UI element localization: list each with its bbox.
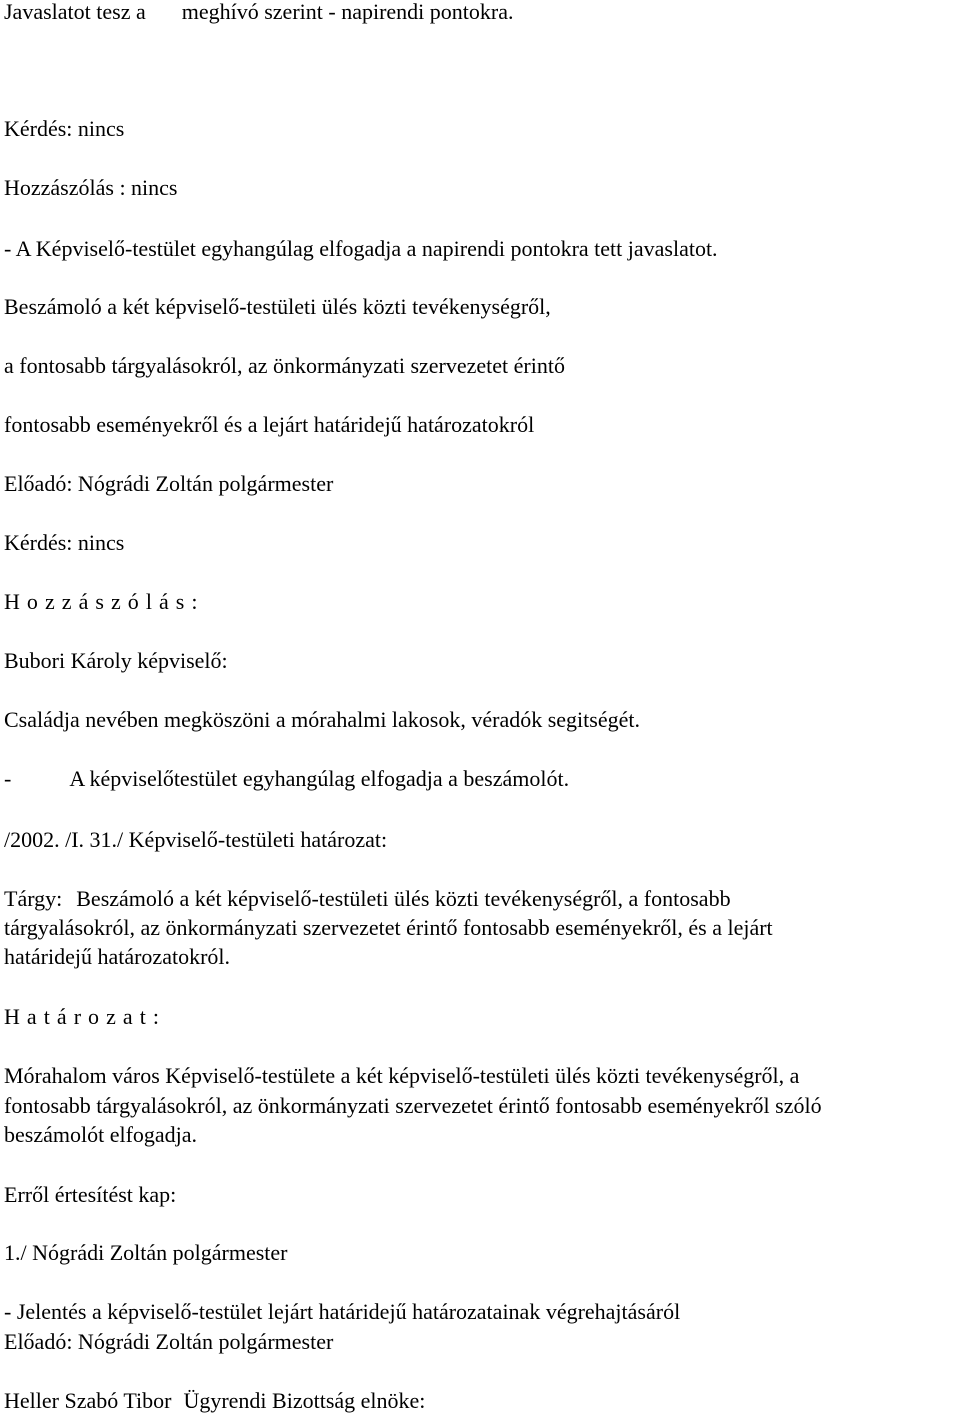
agenda-proposal-rest: meghívó szerint - napirendi pontokra.: [181, 0, 514, 24]
speaker-statement: Családja nevében megköszöni a mórahalmi lakosok, véradók segitségét.: [4, 707, 640, 732]
speaker-line: Bubori Károly képviselő:: [4, 648, 228, 673]
agenda-accepted-line: - A Képviselő-testület egyhangúlag elfogadja a napirendi pontokra tett javaslatot.: [4, 236, 718, 261]
resolution-text-line-2: fontosabb tárgyalásokról, az önkormányzati szervezetet érintő fontosabb eseményekről szóló: [4, 1093, 822, 1118]
agenda-proposal-line: [4, 0, 513, 27]
report-title-line-3: fontosabb eseményekről és a lejárt határidejű határozatokról: [4, 412, 535, 437]
list-dash: -: [4, 766, 12, 791]
question-line-1: Kérdés: nincs: [4, 116, 125, 141]
question-line-2: Kérdés: nincs: [4, 530, 125, 555]
notified-heading: Erről értesítést kap:: [4, 1182, 177, 1207]
presenter-line-2: Előadó: Nógrádi Zoltán polgármester: [4, 1329, 334, 1354]
agenda-proposal-lead: Javaslatot tesz a: [4, 0, 146, 24]
subject-line-3: határidejű határozatokról.: [4, 944, 231, 969]
subject-line-2: tárgyalásokról, az önkormányzati szervezetet érintő fontosabb eseményekről, és a lejárt: [4, 915, 773, 940]
report-title-line-1: Beszámoló a két képviselő-testületi ülés közti tevékenységről,: [4, 294, 551, 319]
presenter-line-1: Előadó: Nógrádi Zoltán polgármester: [4, 471, 334, 496]
committee-chair-title: Ügyrendi Bizottság elnöke:: [183, 1388, 426, 1413]
resolution-text-line-1: Mórahalom város Képviselő-testülete a két képviselő-testületi ülés közti tevékenységről, a: [4, 1063, 800, 1088]
resolution-number: /2002. /I. 31./ Képviselő-testületi határozat:: [4, 827, 388, 852]
subject-text: Beszámoló a két képviselő-testületi ülés közti tevékenységről, a fontosabb: [76, 886, 731, 911]
comments-heading: Hozzászólás:: [4, 589, 205, 614]
report-accepted-text: A képviselőtestület egyhangúlag elfogadja a beszámolót.: [69, 766, 570, 791]
resolution-heading: Határozat:: [4, 1004, 167, 1029]
subject-label: Tárgy:: [4, 886, 63, 911]
committee-chair-line: [4, 1386, 425, 1416]
subject-line-1: [4, 884, 731, 914]
report-accepted-line: [4, 764, 569, 794]
comment-line-1: Hozzászólás : nincs: [4, 175, 178, 200]
notified-person: 1./ Nógrádi Zoltán polgármester: [4, 1240, 288, 1265]
resolution-text-line-3: beszámolót elfogadja.: [4, 1122, 198, 1147]
next-agenda-item: - Jelentés a képviselő-testület lejárt határidejű határozatainak végrehajtásáról: [4, 1299, 681, 1324]
report-title-line-2: a fontosabb tárgyalásokról, az önkormányzati szervezetet érintő: [4, 353, 565, 378]
committee-chair-name: Heller Szabó Tibor: [4, 1388, 172, 1413]
